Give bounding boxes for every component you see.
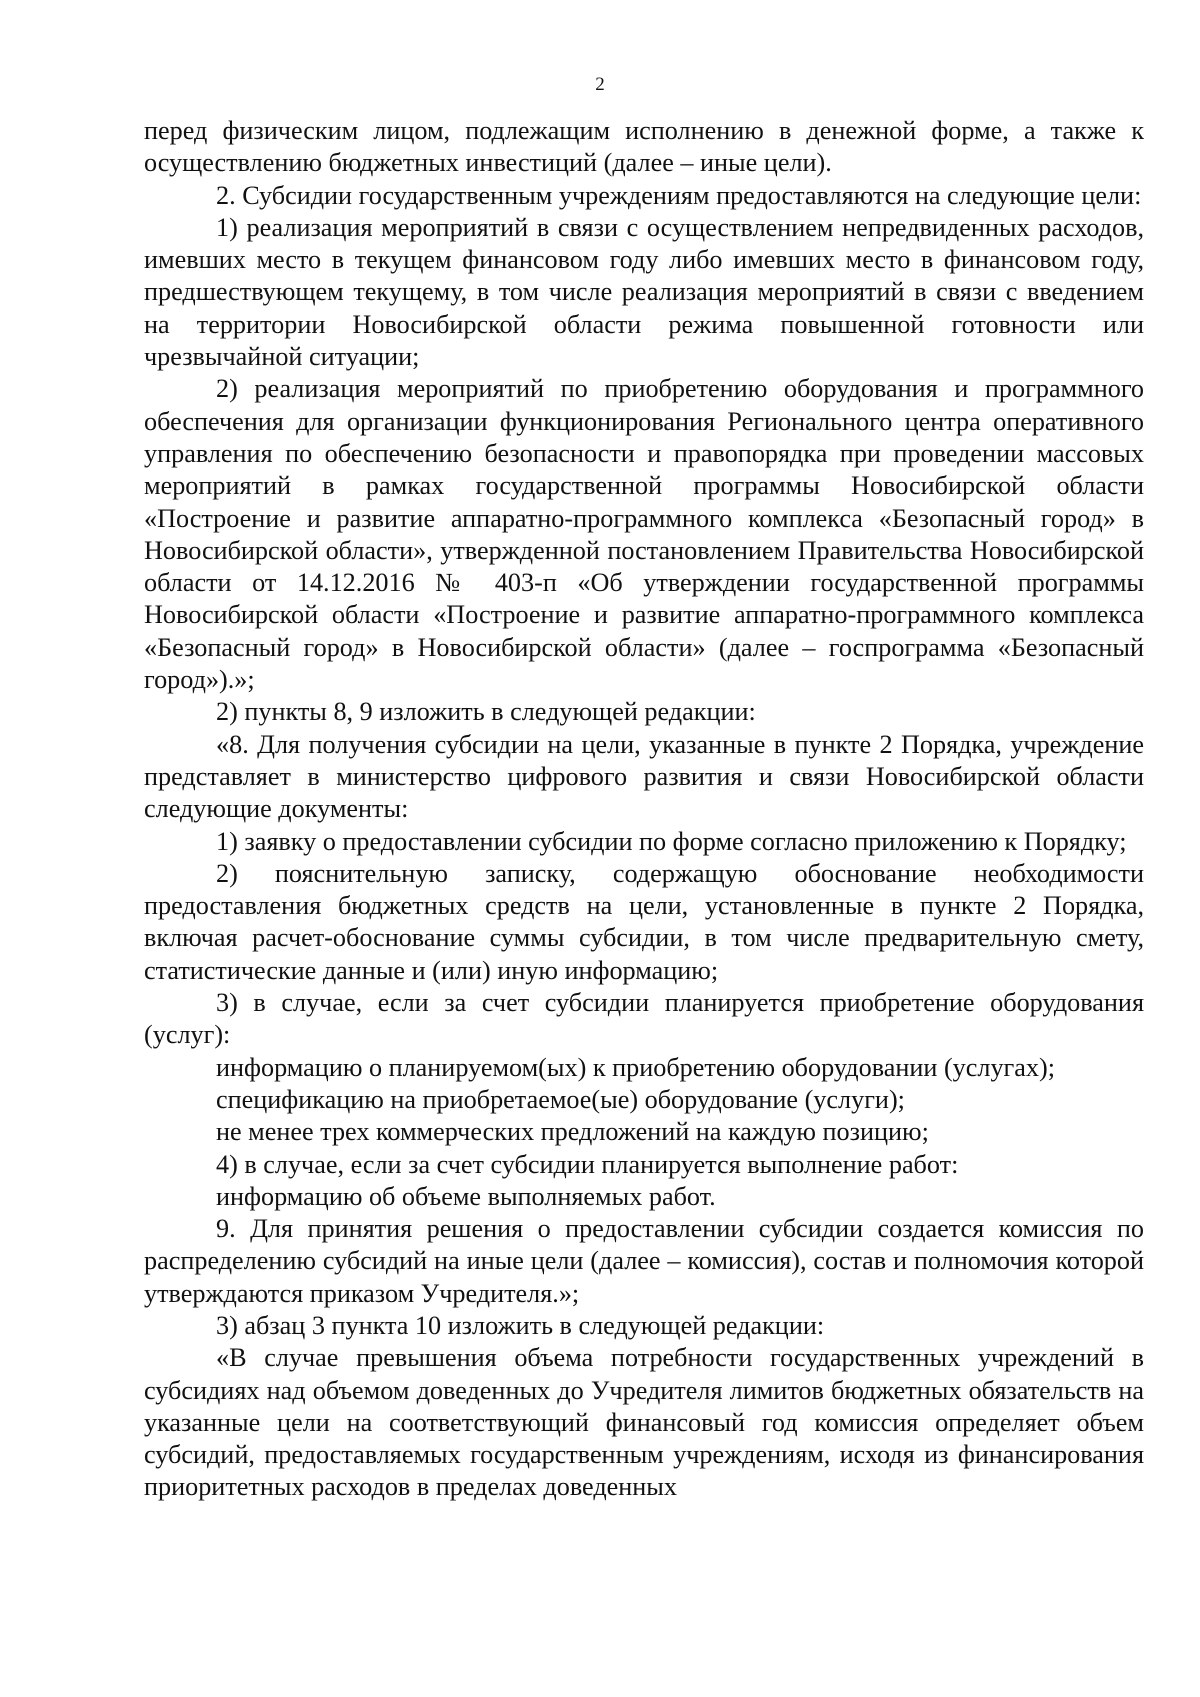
page-number: 2 (595, 74, 605, 95)
paragraph-amend-items-8-9: 2) пункты 8, 9 изложить в следующей редакции: (216, 697, 756, 727)
paragraph-item-8-doc-4-a: информацию об объеме выполняемых работ. (216, 1181, 716, 1211)
paragraph-subitem-2-equipment: 2) реализация мероприятий по приобретению оборудования и программного обеспечения для организации функционирования Регионального центра оперативного управления по обеспечению безопасности и правопорядка при проведении массовых мероприятий в рамках государственной программы Новосибирской области «Построение и развитие аппаратно-программного комплекса «Безопасный город» в Новосибирской области», утвержденной постановлением Правительства Новосибирской области от 14.12.2016 № 403-п «Об утверждении государственной программы Новосибирской области «Построение и развитие аппаратно-программного комплекса «Безопасный город» в Новосибирской области» (далее – госпрограмма «Безопасный город»).»; (144, 374, 1144, 695)
paragraph-item-8-doc-3: 3) в случае, если за счет субсидии планируется приобретение оборудования (услуг): (144, 988, 1144, 1050)
paragraph-subitem-1-unforeseen: 1) реализация мероприятий в связи с осуществлением непредвиденных расходов, имевших место в текущем финансовом году либо имевших место в финансовом году, предшествующем текущему, в том числе реализация мероприятий в связи с введением на территории Новосибирской области режима повышенной готовности или чрезвычайной ситуации; (144, 212, 1144, 372)
paragraph-item-10-text: «В случае превышения объема потребности государственных учреждений в субсидиях над объемом доведенных до Учредителя лимитов бюджетных обязательств на указанные цели на соответствующий финансовый год комиссия определяет объем субсидий, предоставляемых государственным учреждениям, исходя из финансирования приоритетных расходов в пределах доведенных (144, 1343, 1144, 1502)
paragraph-item-8-doc-2: 2) пояснительную записку, содержащую обоснование необходимости предоставления бюджетных средств на цели, установленные в пункте 2 Порядка, включая расчет-обоснование суммы субсидии, в том числе предварительную смету, статистические данные и (или) иную информацию; (144, 858, 1144, 985)
paragraph-item-9: 9. Для принятия решения о предоставлении субсидии создается комиссия по распределению субсидий на иные цели (далее – комиссия), состав и полномочия которой утверждаются приказом Учредителя.»; (144, 1214, 1144, 1308)
paragraph-item-8-doc-4: 4) в случае, если за счет субсидии планируется выполнение работ: (216, 1149, 959, 1179)
paragraph-item-8-doc-3-a: информацию о планируемом(ых) к приобретению оборудовании (услугах); (216, 1052, 1055, 1082)
paragraph-item-8-doc-1: 1) заявку о предоставлении субсидии по форме согласно приложению к Порядку; (216, 826, 1127, 856)
paragraph-item-2-subsidies: 2. Субсидии государственным учреждениям предоставляются на следующие цели: (216, 180, 1142, 210)
paragraph-item-8: «8. Для получения субсидии на цели, указанные в пункте 2 Порядка, учреждение представляет в министерство цифрового развития и связи Новосибирской области следующие документы: (144, 729, 1144, 824)
paragraph-item-8-doc-3-c: не менее трех коммерческих предложений на каждую позицию; (216, 1117, 929, 1147)
document-body (144, 115, 1144, 1504)
paragraph-amend-item-10: 3) абзац 3 пункта 10 изложить в следующей редакции: (216, 1310, 825, 1340)
paragraph-continuation: перед физическим лицом, подлежащим исполнению в денежной форме, а также к осуществлению бюджетных инвестиций (далее – иные цели). (144, 116, 1144, 178)
paragraph-item-8-doc-3-b: спецификацию на приобретаемое(ые) оборудование (услуги); (216, 1084, 905, 1114)
